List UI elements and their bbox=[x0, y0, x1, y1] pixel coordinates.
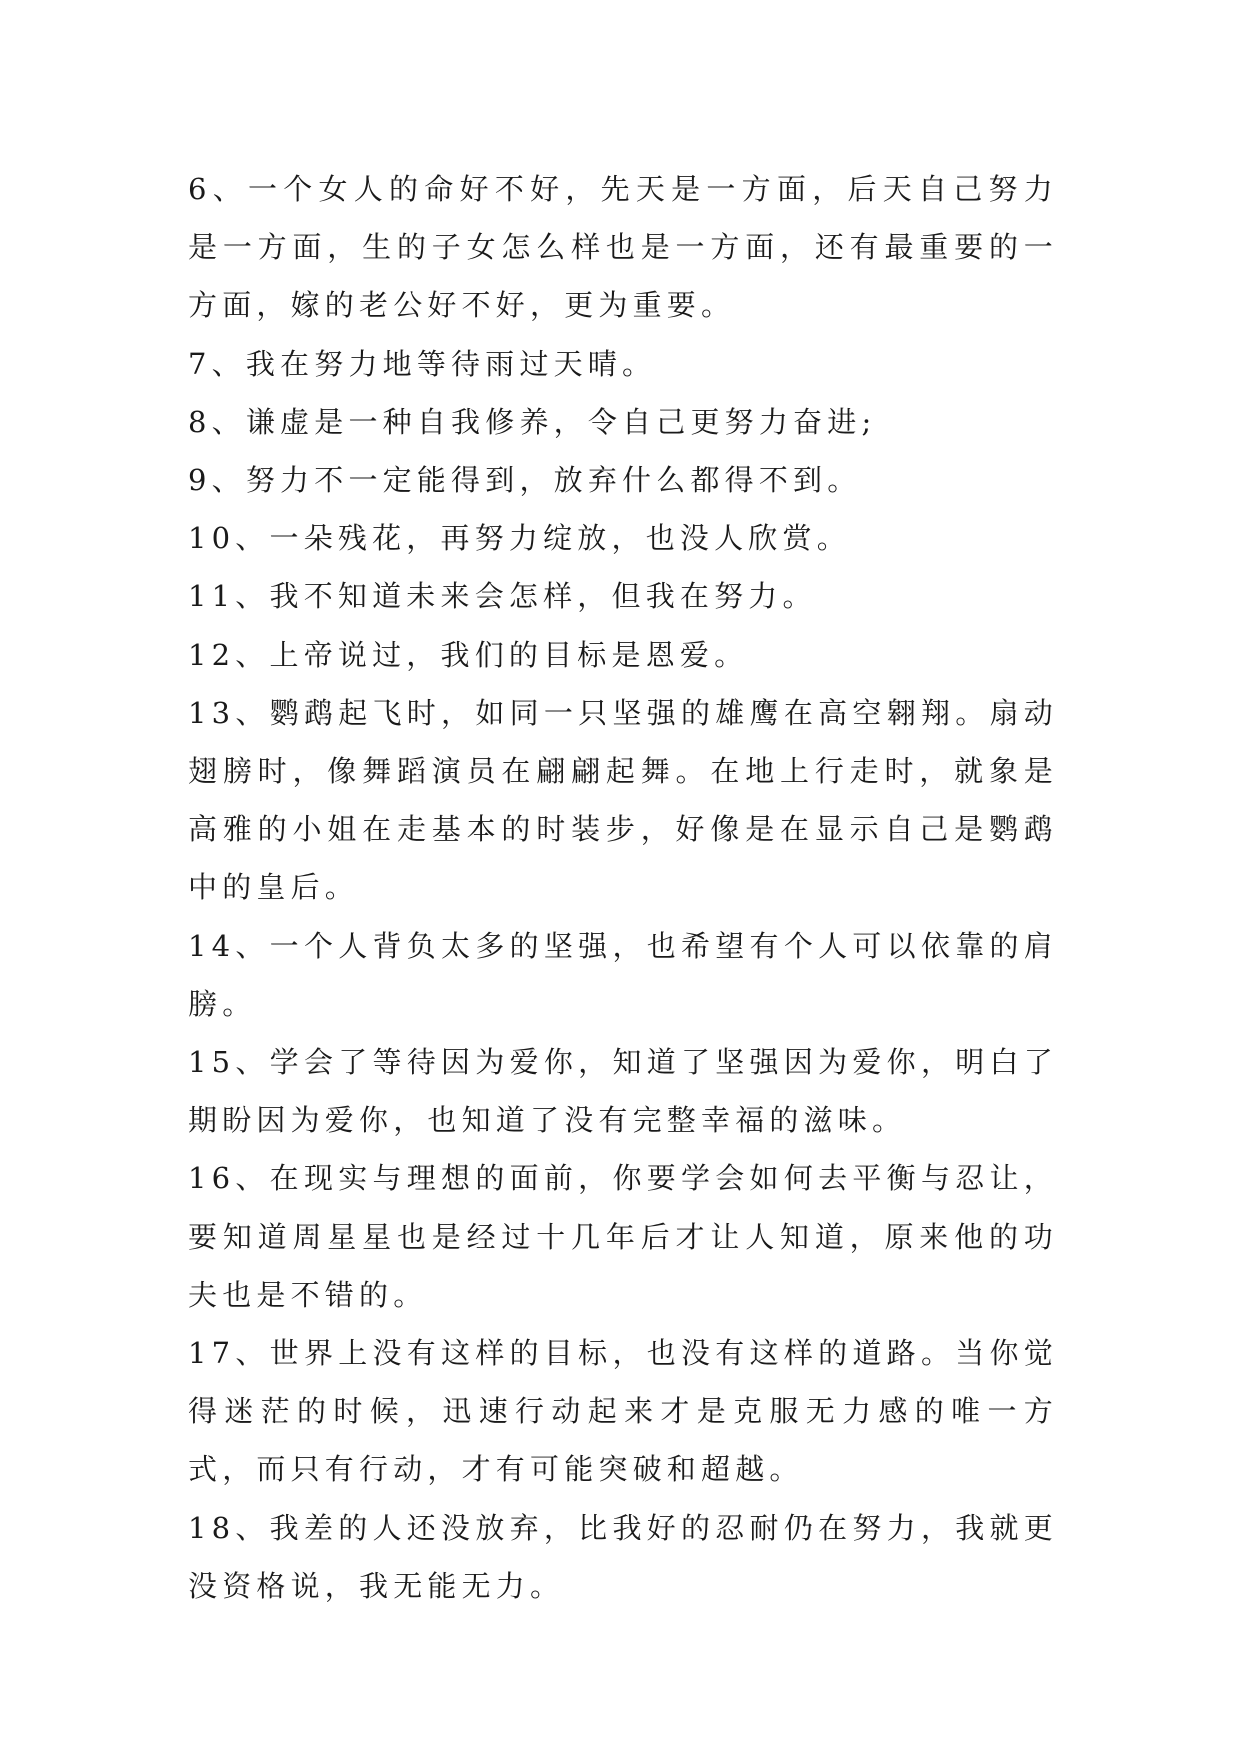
paragraph-7: 7、我在努力地等待雨过天晴。 bbox=[188, 346, 657, 381]
paragraph-6: 6、一个女人的命好不好，先天是一方面，后天自己努力是一方面，生的子女怎么样也是一方面，还有最重要的一方面，嫁的老公好不好，更为重要。 bbox=[188, 172, 1058, 323]
paragraph-8: 8、谦虚是一种自我修养，令自己更努力奋进; bbox=[188, 404, 877, 439]
document-body bbox=[188, 160, 1058, 1615]
paragraph-12: 12、上帝说过，我们的目标是恩爱。 bbox=[188, 637, 749, 672]
paragraph-10: 10、一朵残花，再努力绽放，也没人欣赏。 bbox=[188, 521, 851, 556]
paragraph-16: 16、在现实与理想的面前，你要学会如何去平衡与忍让，要知道周星星也是经过十几年后才让人知道，原来他的功夫也是不错的。 bbox=[188, 1161, 1058, 1312]
paragraph-17: 17、世界上没有这样的目标，也没有这样的道路。当你觉得迷茫的时候，迅速行动起来才是克服无力感的唯一方式，而只有行动，才有可能突破和超越。 bbox=[188, 1336, 1058, 1487]
paragraph-9: 9、努力不一定能得到，放弃什么都得不到。 bbox=[188, 463, 862, 498]
paragraph-13: 13、鹦鹉起飞时，如同一只坚强的雄鹰在高空翱翔。扇动翅膀时，像舞蹈演员在翩翩起舞。在地上行走时，就象是高雅的小姐在走基本的时装步，好像是在显示自己是鹦鹉中的皇后。 bbox=[188, 695, 1058, 905]
paragraph-18: 18、我差的人还没放弃，比我好的忍耐仍在努力，我就更没资格说，我无能无力。 bbox=[188, 1510, 1058, 1603]
paragraph-11: 11、我不知道未来会怎样，但我在努力。 bbox=[188, 579, 817, 614]
paragraph-14: 14、一个人背负太多的坚强，也希望有个人可以依靠的肩膀。 bbox=[188, 928, 1058, 1021]
paragraph-15: 15、学会了等待因为爱你，知道了坚强因为爱你，明白了期盼因为爱你，也知道了没有完整幸福的滋味。 bbox=[188, 1045, 1058, 1138]
